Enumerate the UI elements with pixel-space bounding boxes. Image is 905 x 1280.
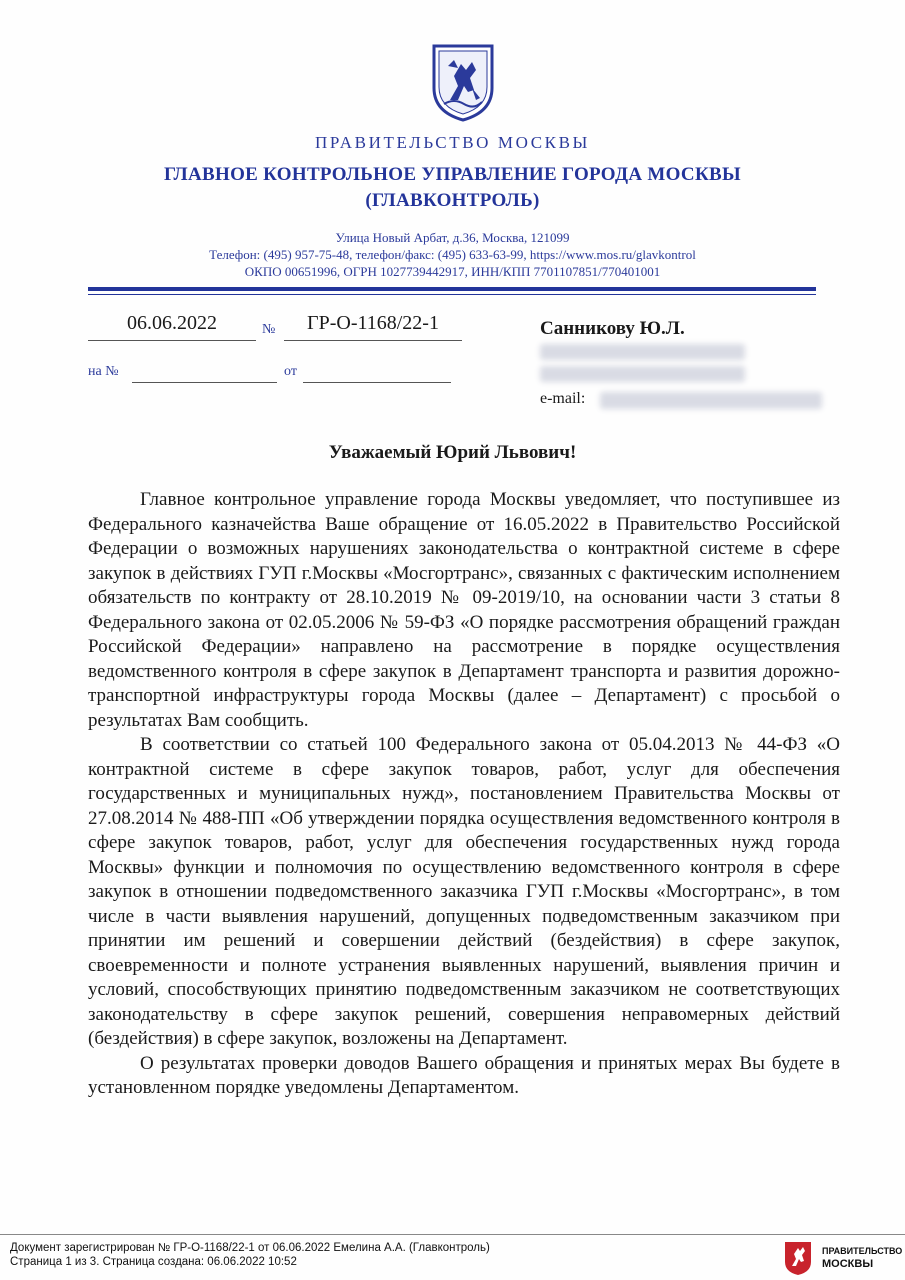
- footer-logo-line1: ПРАВИТЕЛЬСТВО: [822, 1246, 903, 1256]
- redacted-recipient-address-line1: [540, 344, 745, 360]
- registration-number: ГР-О-1168/22-1: [284, 312, 462, 341]
- letter-body: [88, 488, 840, 1101]
- recipient-name: Санникову Ю.Л.: [540, 318, 685, 339]
- registration-date: 06.06.2022: [88, 312, 256, 341]
- footer-divider: [0, 1234, 905, 1235]
- organization-short-name: (ГЛАВКОНТРОЛЬ): [365, 190, 540, 211]
- footer-registration: Документ зарегистрирован № ГР-О-1168/22-1 от 06.06.2022 Емелина А.А. (Главконтроль): [10, 1242, 490, 1254]
- number-sign: №: [262, 322, 276, 337]
- greeting: Уважаемый Юрий Львович!: [328, 442, 577, 463]
- header-rule-thick: [88, 287, 816, 291]
- redacted-recipient-address-line2: [540, 366, 745, 382]
- paragraph: В соответствии со статьей 100 Федерального закона от 05.04.2013 № 44-ФЗ «О контрактной системе в сфере закупок товаров, работ, услуг для обеспечения государственных и муниципальных нужд», постановлением Правительства Москвы от 27.08.2014 № 488-ПП «Об утверждении порядка осуществления ведомственного контроля в сфере закупок товаров, работ, услуг для обеспечения государственных нужд города Москвы» функции и полномочия по осуществлению ведомственного контроля в сфере закупок в отношении подведомственного заказчика ГУП г.Москвы «Мосгортранс», в том числе в части выявления нарушений, допущенных подведомственным заказчиком при принятии им решений и совершении действий (бездействия) в сфере закупок, своевременности и полноте устранения выявленных нарушений, выявления причин и условий, способствующих принятию подведомственным заказчиком не соответствующих законодательству в сфере закупок решений, совершения неправомерных действий (бездействия) в сфере закупок, возложены на Департамент.: [88, 734, 840, 1049]
- organization-title: ГЛАВНОЕ КОНТРОЛЬНОЕ УПРАВЛЕНИЕ ГОРОДА МОСКВЫ: [164, 164, 741, 185]
- organization-address: Улица Новый Арбат, д.36, Москва, 121099: [335, 230, 570, 245]
- moscow-government-logo: [783, 1240, 813, 1276]
- reply-to-label: на №: [88, 364, 119, 379]
- footer-logo-line2: МОСКВЫ: [822, 1258, 874, 1270]
- moscow-coat-of-arms-emblem: [428, 42, 498, 122]
- organization-codes: ОКПО 00651996, ОГРН 1027739442917, ИНН/КПП 7701107851/770401001: [244, 264, 661, 279]
- paragraph: О результатах проверки доводов Вашего обращения и принятых мерах Вы будете в установленном порядке уведомлены Департаментом.: [88, 1052, 840, 1098]
- reply-to-number-field: [132, 364, 277, 383]
- government-title: ПРАВИТЕЛЬСТВО МОСКВЫ: [315, 133, 590, 152]
- paragraph: Главное контрольное управление города Москвы уведомляет, что поступившее из Федерального казначейства Ваше обращение от 16.05.2022 в Правительство Российской Федерации о возможных нарушениях законодательства о контрактной системе в сфере закупок в действиях ГУП г.Москвы «Мосгортранс», связанных с фактическим исполнением обязательств по контракту от 28.10.2019 № 09-2019/10, на основании части 3 статьи 8 Федерального закона от 02.05.2006 № 59-ФЗ «О порядке рассмотрения обращений граждан Российской Федерации» направлено на рассмотрение в порядке осуществления ведомственного контроля в сфере закупок в Департамент транспорта и развития дорожно-транспортной инфраструктуры города Москвы (далее – Департамент) с просьбой о результатах Вам сообщить.: [88, 489, 840, 731]
- from-label: от: [284, 364, 297, 379]
- redacted-email: [600, 392, 822, 409]
- organization-phones: Телефон: (495) 957-75-48, телефон/факс: (495) 633-63-99, https://www.mos.ru/glavkontrol: [209, 247, 696, 262]
- header-rule-thin: [88, 294, 816, 295]
- email-label: e-mail:: [540, 390, 586, 407]
- from-date-field: [303, 364, 451, 383]
- footer-page-info: Страница 1 из 3. Страница создана: 06.06.2022 10:52: [10, 1256, 297, 1268]
